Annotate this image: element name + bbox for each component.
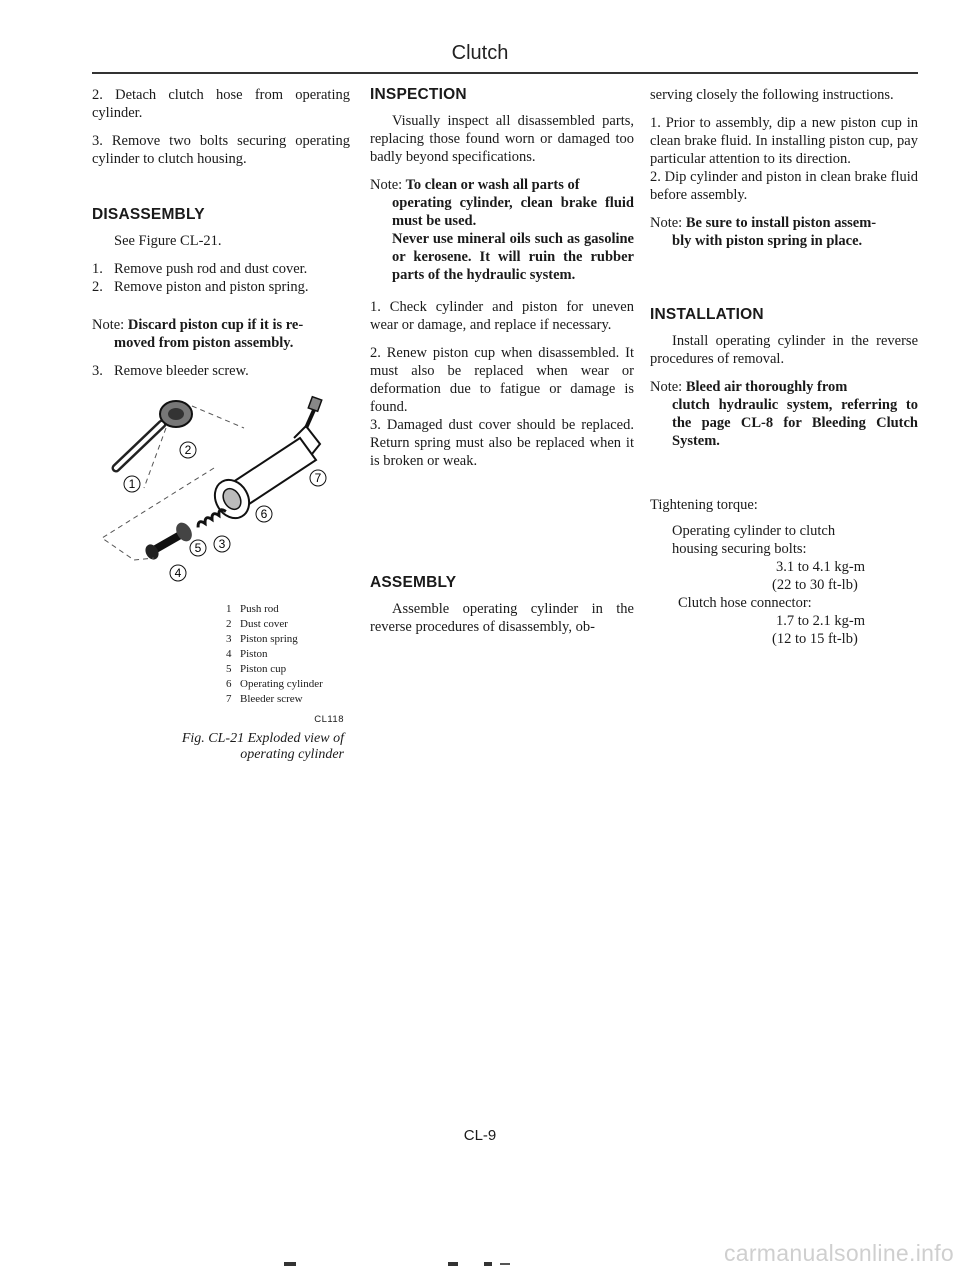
piston-part [143,520,195,562]
page-header-title: Clutch [451,42,509,64]
note-lead-line [370,176,634,194]
page-number: CL-9 [463,1127,497,1144]
callout-5: 5 [194,541,202,555]
legend-row [226,677,350,692]
torque-item-2-label: Clutch hose connector: [678,595,812,611]
step-number: 2. [92,279,103,295]
legend-text: Dust cover [240,618,288,630]
tightening-torque-block [650,496,918,648]
piston-spring-part [196,508,226,527]
legend-number: 1 [226,603,232,615]
step-text: Remove push rod and dust cover. [114,261,308,277]
intro-item-2: 2. Detach clutch hose from operating cylinder. [92,87,350,121]
legend-row [226,617,350,632]
assembly-continuation: serving closely the following instructions. [650,87,894,103]
assembly-item-2: 2. Dip cylinder and piston in clean brake fluid before assembly. [650,169,918,203]
step-text: Remove piston and piston spring. [114,279,309,295]
torque-item-1-value-ftlb: (22 to 30 ft-lb) [772,577,858,593]
callout-6: 6 [260,507,268,521]
dust-cover-part [160,401,192,427]
legend-number: 6 [226,678,232,690]
assembly-text: Assemble operating cylinder in the reverse procedures of disassembly, ob- [370,601,634,635]
legend-row [226,602,350,617]
note-lead-line [650,378,918,396]
column-middle [370,86,634,646]
inspection-heading: INSPECTION [370,86,467,103]
legend-row [226,692,350,707]
column-left [92,86,350,763]
installation-heading: INSTALLATION [650,306,764,323]
torque-item-1-label: Operating cylinder to clutch housing securing bolts: [672,523,836,557]
callout-3: 3 [218,537,226,551]
torque-item-2-value: 1.7 to 2.1 kg-m [776,613,866,629]
figure-legend [226,602,350,707]
caption-line-2: operating cylinder [240,747,344,762]
note-lead-line [92,316,350,334]
inspection-text: Visually inspect all disassembled parts, replacing those found worn or damaged too badly beyond specifications. [370,113,634,165]
note-label: Note: [650,215,683,231]
note-lead-text: To clean or wash all parts of [405,177,580,193]
cleaning-note [370,176,634,284]
inspection-item-2: 2. Renew piston cup when disassembled. It must also be replaced when wear or deformation due to fatigue or damage is found. [370,345,634,415]
note-label: Note: [370,177,403,193]
exploded-view-figure [94,388,346,598]
legend-number: 5 [226,663,232,675]
legend-text: Operating cylinder [240,678,323,690]
figure-code: CL118 [314,714,344,725]
legend-text: Push rod [240,603,279,615]
note-rest-text: clutch hydraulic system, referring to the page CL-8 for Bleeding Clutch System. [672,397,918,449]
note-label: Note: [650,379,683,395]
callout-4: 4 [174,566,182,580]
inspection-item-3: 3. Damaged dust cover should be replaced. Return spring must also be replaced when it is broken or weak. [370,417,634,469]
torque-item-1-value: 3.1 to 4.1 kg-m [776,559,866,575]
discard-piston-cup-note [92,316,350,352]
note-lead-text: Bleed air thoroughly from [685,379,848,395]
legend-text: Piston spring [240,633,298,645]
legend-number: 4 [226,648,232,660]
caption-line-1: Fig. CL-21 Exploded view of [181,731,344,746]
push-rod-part [116,424,162,468]
note-lead-text: Discard piston cup if it is re- [127,317,304,333]
callout-2: 2 [184,443,192,457]
legend-number: 2 [226,618,232,630]
watermark: carmanualsonline.info [723,1240,954,1266]
header-rule [92,72,918,74]
piston-assembly-note [650,214,918,250]
legend-row [226,632,350,647]
legend-text: Bleeder screw [240,693,303,705]
legend-number: 7 [226,693,232,705]
disassembly-step [92,260,350,278]
legend-row [226,647,350,662]
assembly-item-1: 1. Prior to assembly, dip a new piston cup in clean brake fluid. In installing piston cup, pay particular attention to its direction. [650,115,918,167]
callout-7: 7 [314,471,322,485]
torque-title: Tightening torque: [650,497,758,513]
inspection-item-1: 1. Check cylinder and piston for uneven wear or damage, and replace if necessary. [370,299,634,333]
figure-caption [92,731,344,763]
legend-number: 3 [226,633,232,645]
intro-item-3: 3. Remove two bolts securing operating cylinder to clutch housing. [92,133,350,167]
note-rest-text: moved from piston assembly. [114,335,294,351]
step-number: 1. [92,261,103,277]
note-label: Note: [92,317,125,333]
legend-text: Piston [240,648,268,660]
callout-1: 1 [128,477,136,491]
bleeder-screw-part [306,397,322,428]
installation-text: Install operating cylinder in the reverse procedures of removal. [650,333,918,367]
step-text: Remove bleeder screw. [114,363,249,379]
disassembly-heading: DISASSEMBLY [92,206,205,223]
note-rest-text: Never use mineral oils such as gasoline or kerosene. It will ruin the rubber parts of the hydraulic system. [392,231,634,283]
note-rest-text: operating cylinder, clean brake fluid must be used. [392,195,634,229]
note-rest-text: bly with piston spring in place. [672,233,863,249]
note-lead-line [650,214,918,232]
legend-row [226,662,350,677]
note-lead-text: Be sure to install piston assem- [685,215,877,231]
torque-item-2-value-ftlb: (12 to 15 ft-lb) [772,631,858,647]
see-figure-text: See Figure CL-21. [114,233,222,249]
column-right [650,86,918,648]
assembly-heading: ASSEMBLY [370,574,457,591]
bleed-air-note [650,378,918,450]
disassembly-step [92,362,350,380]
legend-text: Piston cup [240,663,287,675]
disassembly-step [92,278,350,296]
step-number: 3. [92,363,103,379]
